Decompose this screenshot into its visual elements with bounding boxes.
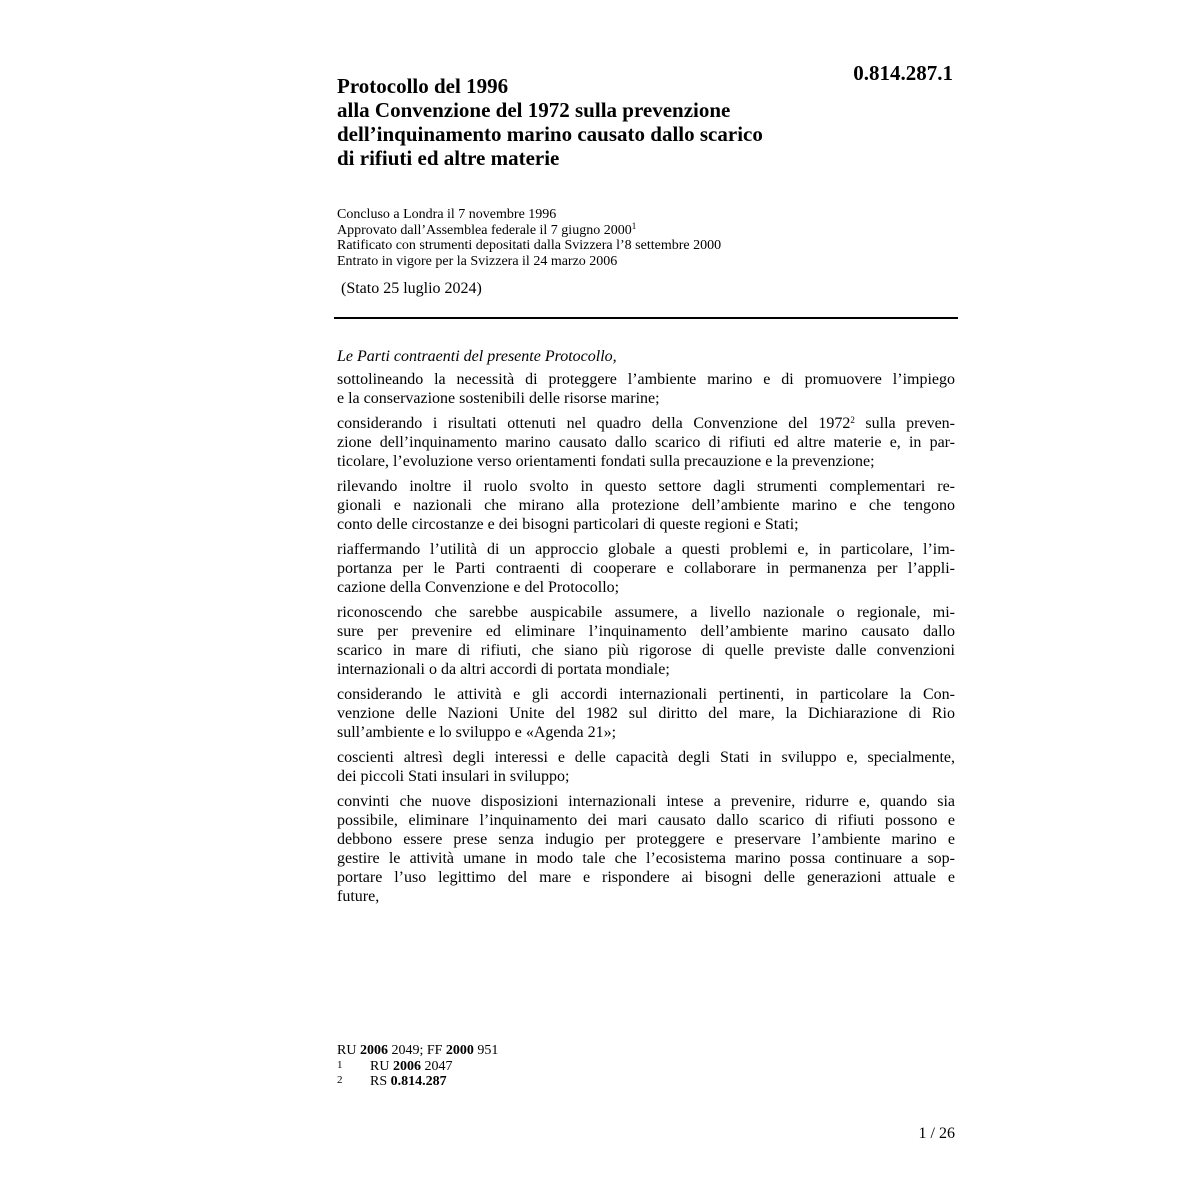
footnote-number: 1 [337,1058,343,1071]
title-line: Protocollo del 1996 [337,74,509,98]
text-line: portare l’uso legittimo del mare e rispondere ai bisogni delle generazioni attuale e [337,869,955,886]
sr-number: 0.814.287.1 [853,61,953,85]
document-title [337,74,897,170]
text-line: e la conservazione sostenibili delle risorse marine; [337,390,660,407]
document-metadata [337,207,957,269]
status-line: (Stato 25 luglio 2024) [341,280,482,297]
footnote-suffix: 2047 [420,1058,453,1074]
footnote-ref[interactable]: 2 [850,415,855,425]
official-reference [337,1043,737,1059]
text-segment: considerando i risultati ottenuti nel quadro della Convenzione del 1972 [337,415,851,432]
text-segment: sulla preven- [854,415,955,432]
text-line: conto delle circostanze e dei bisogni particolari di queste regioni e Stati; [337,516,799,533]
page-number: 1 / 26 [918,1125,955,1142]
title-line: di rifiuti ed altre materie [337,146,560,170]
text-line: internazionali o da altri accordi di portata mondiale; [337,661,670,678]
in-force-line: Entrato in vigore per la Svizzera il 24 marzo 2006 [337,253,618,269]
preamble-paragraph [337,540,955,597]
text-line: coscienti altresì degli interessi e delle capacità degli Stati in sviluppo e, specialmente, [337,749,955,766]
preamble-paragraph [337,748,955,786]
footnotes [337,1043,737,1090]
text-line: considerando le attività e gli accordi internazionali pertinenti, in particolare la Con- [337,686,955,703]
text-line: rilevando inoltre il ruolo svolto in questo settore dagli strumenti complementari re- [337,478,955,495]
footnote-item [337,1074,737,1090]
text-line: possibile, eliminare l’inquinamento dei mari causato dallo scarico di rifiuti possono e [337,812,955,829]
concluded-line: Concluso a Londra il 7 novembre 1996 [337,207,557,222]
ref-text: RU [337,1043,360,1058]
text-line: zione dell’inquinamento marino causato dallo scarico di rifiuti ed altre materie e, in par- [337,434,955,451]
text-line: debbono essere prese senza indugio per proteggere e preservare l’ambiente marino e [337,831,955,848]
text-line: dei piccoli Stati insulari in sviluppo; [337,768,570,785]
text-line: venzione delle Nazioni Unite del 1982 sul diritto del mare, la Dichiarazione di Rio [337,705,955,722]
text-line: gionali e nazionali che mirano alla protezione dell’ambiente marino e che tengono [337,497,955,514]
ratified-line: Ratificato con strumenti depositati dalla Svizzera l’8 settembre 2000 [337,238,722,253]
text-line: riconoscendo che sarebbe auspicabile assumere, a livello nazionale o regionale, mi- [337,604,955,621]
preamble-paragraph [337,414,955,471]
footnote-prefix: RU [370,1058,393,1074]
footnote-text[interactable] [370,1059,452,1075]
footnote-bold: 2006 [392,1058,421,1074]
ref-text: 951 [473,1043,499,1058]
header-divider [334,317,958,319]
approved-line [337,220,957,239]
preamble-paragraph [337,477,955,534]
footnote-bold: 0.814.287 [390,1074,447,1089]
text-line: ticolare, l’evoluzione verso orientamenti fondati sulla precauzione e la prevenzione; [337,453,875,470]
approved-text: Approvato dall’Assemblea federale il 7 giugno 2000 [337,222,632,238]
ref-text: 2049; FF [387,1043,446,1058]
title-line: alla Convenzione del 1972 sulla prevenzione [337,98,731,122]
text-line: riaffermando l’utilità di un approccio globale a questi problemi e, in particolare, l’im- [337,541,955,558]
preamble-paragraph [337,685,955,742]
preamble-paragraph [337,603,955,679]
text-line: future, [337,888,380,905]
text-line: sottolineando la necessità di proteggere l’ambiente marino e di promuovere l’impiego [337,371,955,388]
text-line: cazione della Convenzione e del Protocollo; [337,579,620,596]
preamble-intro: Le Parti contraenti del presente Protocollo, [337,348,617,365]
footnote-prefix: RS [370,1074,391,1089]
text-line: sure per prevenire ed eliminare l’inquinamento dell’ambiente marino causato dallo [337,623,955,640]
text-line: sull’ambiente e lo sviluppo e «Agenda 21»; [337,724,617,741]
footnote-ref[interactable]: 1 [631,220,637,231]
preamble [337,347,955,912]
title-line: dell’inquinamento marino causato dallo scarico [337,122,763,146]
text-line [337,414,955,433]
text-line: scarico in mare di rifiuti, che siano più rigorose di quelle previste dalle convenzioni [337,642,955,659]
footnote-number: 2 [337,1074,343,1086]
footnote-text[interactable] [370,1074,447,1090]
text-line: portanza per le Parti contraenti di cooperare e collaborare in permanenza per l’appli- [337,560,955,577]
text-line: gestire le attività umane in modo tale che l’ecosistema marino possa continuare a sop- [337,850,955,867]
ref-year: 2006 [359,1043,388,1058]
preamble-paragraph [337,792,955,906]
text-line: convinti che nuove disposizioni internazionali intese a prevenire, ridurre e, quando sia [337,793,955,810]
ref-year: 2000 [445,1043,474,1058]
preamble-paragraph [337,370,955,408]
footnote-item [337,1059,737,1075]
